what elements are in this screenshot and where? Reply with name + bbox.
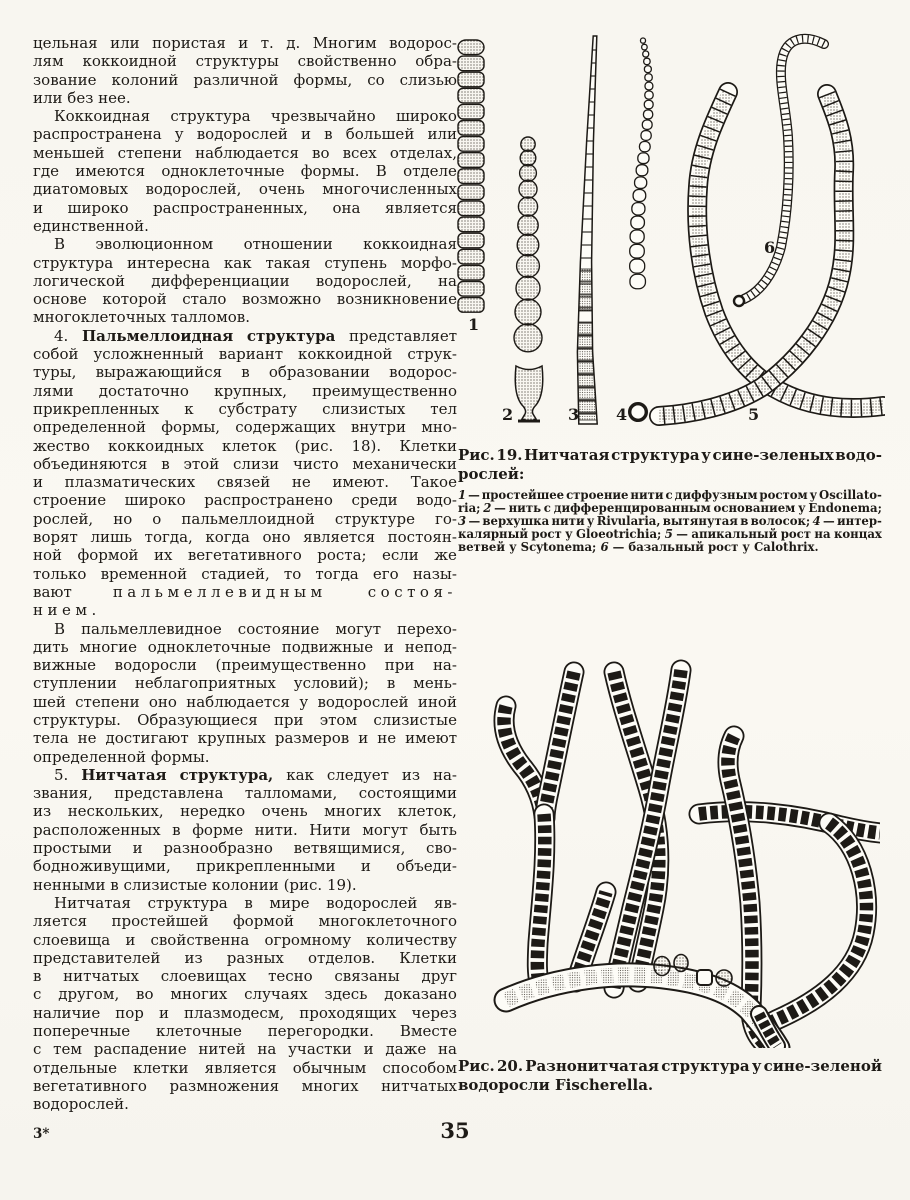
text-line: дить многие одноклеточные подвижные и непод- xyxy=(33,637,457,656)
text-line: нием. xyxy=(33,601,101,620)
text-line: шей степени оно наблюдается у водорослей иной xyxy=(33,692,457,711)
text-line: расположенных в форме нити. Нити могут быть xyxy=(33,820,457,839)
text-line: 1 — простейшее строение нити с диффузным ростом у Oscillato- xyxy=(458,489,882,503)
text-line: ной формой их вегетативного роста; если же xyxy=(33,546,457,565)
text-line: в нитчатых слоевищах тесно связаны друг xyxy=(33,967,457,986)
paragraph xyxy=(33,107,457,235)
paragraph xyxy=(33,34,457,107)
figure-20-illustration xyxy=(466,648,880,1048)
text-line: В эволюционном отношении коккоидная xyxy=(54,235,457,254)
paragraph xyxy=(33,327,457,620)
text-line: вают пальмеллевидным состоя- xyxy=(33,582,457,601)
figure-19-caption xyxy=(458,446,882,554)
text-line: представителей из разных отделов. Клетки xyxy=(33,948,457,967)
figure-19-caption-title xyxy=(458,446,882,483)
text-line: и широко распространенных, она является xyxy=(33,198,457,217)
text-line: распространена у водорослей и в большей или xyxy=(33,125,457,144)
figure-19 xyxy=(452,22,885,444)
text-line: или без нее. xyxy=(33,88,131,107)
text-line: строение широко распространено среди водо- xyxy=(33,491,457,510)
text-line: определенной формы, содержащих внутри мно- xyxy=(33,418,457,437)
text-line: ненными в слизистые колонии (рис. 19). xyxy=(33,875,357,894)
paragraph xyxy=(33,235,457,326)
text-line: ступлении неблагоприятных условий); в мень- xyxy=(33,674,457,693)
paragraph xyxy=(33,766,457,894)
text-line: 3 — верхушка нити у Rivularia, вытянутая в волосок; 4 — интер- xyxy=(458,514,882,528)
figure-label: 5 xyxy=(748,405,760,424)
text-line: калярный рост у Gloeotrichia; 5 — апикальный рост на концах xyxy=(458,527,882,541)
text-line: тела не достигают крупных размеров и не имеют xyxy=(33,729,457,748)
text-line: структуры. Образующиеся при этом слизистые xyxy=(33,710,457,729)
figure-label: 4 xyxy=(616,405,628,424)
text-line: жество коккоидных клеток (рис. 18). Клетки xyxy=(33,436,457,455)
text-line: Рис. 19. Нитчатая структура у сине-зеленых водо- xyxy=(458,446,882,464)
text-line: водоросли Fischerella. xyxy=(458,1075,654,1094)
text-line: меньшей степени наблюдается во всех отделах, xyxy=(33,143,457,162)
figure-label: 6 xyxy=(764,238,776,257)
text-line: 4. Пальмеллоидная структура представляет xyxy=(54,326,457,345)
text-line: бодноживущими, прикрепленными и объеди- xyxy=(33,857,457,876)
text-line: водорослей. xyxy=(33,1095,129,1114)
text-line: определенной формы. xyxy=(33,747,210,766)
figure-20 xyxy=(466,648,880,1048)
text-line: ветвей у Scytonema; 6 — базальный рост у Calothrix. xyxy=(458,540,819,554)
figure-20-caption xyxy=(458,1057,882,1094)
paragraph xyxy=(33,620,457,766)
figure-label: 1 xyxy=(468,315,480,334)
text-line: многоклеточных талломов. xyxy=(33,308,251,327)
paragraph xyxy=(33,894,457,1114)
text-line: из нескольких, нередко очень многих клеток, xyxy=(33,802,457,821)
text-line: с другом, во многих случаях здесь доказано xyxy=(33,985,457,1004)
figure-label: 2 xyxy=(502,405,514,424)
text-line: основе которой стало возможно возникновение xyxy=(33,290,457,309)
text-line: единственной. xyxy=(33,216,149,235)
text-line: 5. Нитчатая структура, как следует из на- xyxy=(54,765,457,784)
text-line: собой усложненный вариант коккоидной струк- xyxy=(33,345,457,364)
text-line: В пальмеллевидное состояние могут перехо- xyxy=(54,619,457,638)
text-line: звания, представлена талломами, состоящими xyxy=(33,784,457,803)
text-line: Коккоидная структура чрезвычайно широко xyxy=(54,107,457,126)
text-line: лями достаточно крупных, преимущественно xyxy=(33,381,457,400)
text-line: цельная или пористая и т. д. Многим водорос- xyxy=(33,34,457,52)
text-line: где имеются одноклеточные формы. В отделе xyxy=(33,162,457,181)
figure-20-caption-title xyxy=(458,1057,882,1094)
text-line: прикрепленных к субстрату слизистых тел xyxy=(33,399,457,418)
text-line: объединяются в этой слизи чисто механически xyxy=(33,454,457,473)
figure-label: 3 xyxy=(568,405,580,424)
left-text-column xyxy=(33,34,457,1114)
text-line: логической дифференциации водорослей, на xyxy=(33,271,457,290)
text-line: лям коккоидной структуры свойственно обра- xyxy=(33,52,457,71)
text-line: поперечные клеточные перегородки. Вместе xyxy=(33,1022,457,1041)
text-line: структура интересна как такая ступень морфо- xyxy=(33,253,457,272)
figure-19-illustration xyxy=(452,22,885,444)
text-line: Рис. 20. Разнонитчатая структура у сине-зеленой xyxy=(458,1057,882,1075)
text-line: простыми и разнообразно ветвящимися, сво- xyxy=(33,839,457,858)
text-line: туры, выражающийся в образовании водорос- xyxy=(33,363,457,382)
text-line: рослей: xyxy=(458,464,525,483)
signature-mark: 3* xyxy=(33,1126,50,1142)
text-line: вижные водоросли (преимущественно при на- xyxy=(33,656,457,675)
text-line: диатомовых водорослей, очень многочисленных xyxy=(33,180,457,199)
text-line: ворят лишь тогда, когда оно является постоян- xyxy=(33,528,457,547)
text-line: наличие пор и плазмодесм, проходящих через xyxy=(33,1003,457,1022)
text-line: с тем распадение нитей на участки и даже на xyxy=(33,1040,457,1059)
text-line: ляется простейшей формой многоклеточного xyxy=(33,912,457,931)
page-number: 35 xyxy=(440,1118,470,1143)
text-line: рослей, но о пальмеллоидной структуре го- xyxy=(33,509,457,528)
text-line: и плазматических связей не имеют. Такое xyxy=(33,473,457,492)
text-line: отдельные клетки является обычным способом xyxy=(33,1058,457,1077)
text-line: ria; 2 — нить с дифференцированным основанием у Endonema; xyxy=(458,502,882,515)
text-line: зование колоний различной формы, со слизью xyxy=(33,70,457,89)
text-line: вегетативного размножения многих нитчатых xyxy=(33,1076,457,1095)
text-line: Нитчатая структура в мире водорослей яв- xyxy=(54,893,457,912)
figure-19-legend xyxy=(458,489,882,553)
text-line: слоевища и свойственна огромному количеству xyxy=(33,930,457,949)
text-line: только временной стадией, то тогда его назы- xyxy=(33,564,457,583)
